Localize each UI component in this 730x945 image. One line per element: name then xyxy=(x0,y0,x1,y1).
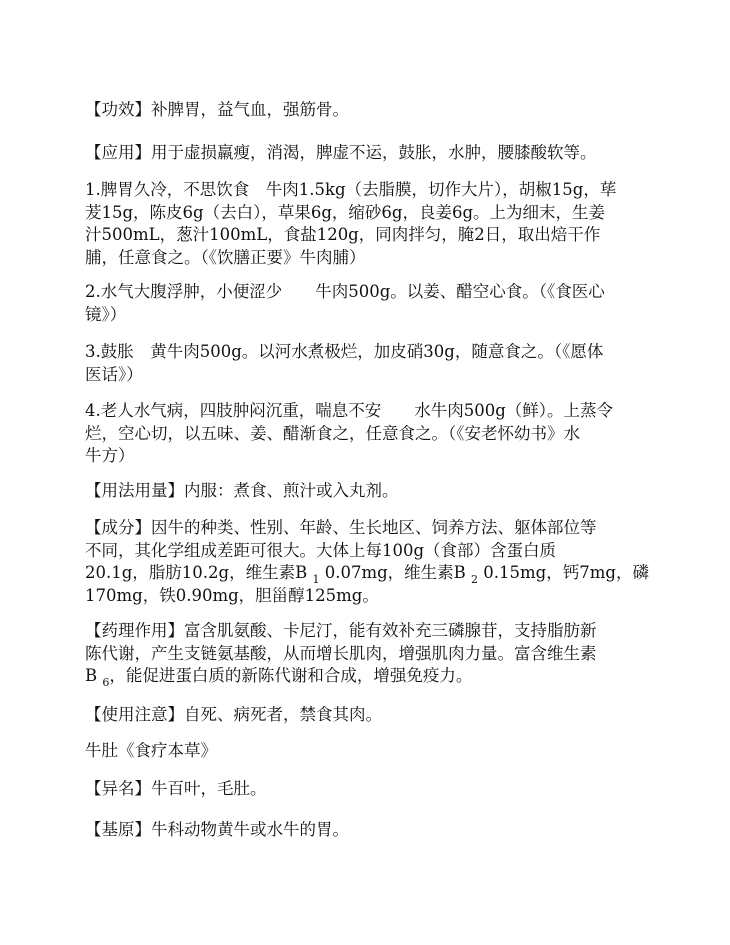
text-line: 脯，任意食之。（《饮膳正要》牛肉脯） xyxy=(85,247,366,267)
text-line: 【基原】牛科动物黄牛或水牛的胃。 xyxy=(85,820,349,839)
origin-paragraph xyxy=(85,819,685,842)
composition-paragraph xyxy=(85,517,685,607)
text-line: 医话》） xyxy=(85,364,143,384)
text-line: 4.老人水气病，四肢肿闷沉重，喘息不安 水牛肉500g（鲜）。上蒸令 xyxy=(85,401,614,420)
text-line xyxy=(85,665,685,688)
text-line: 汁500mL，葱汁100mL，食盐120g，同肉拌匀，腌2日，取出焙干作 xyxy=(85,225,601,244)
caution-paragraph xyxy=(85,704,685,727)
text-line: 牛方） xyxy=(85,446,135,465)
text-line: 【异名】牛百叶，毛肚。 xyxy=(85,779,267,798)
text-segment: B xyxy=(85,666,103,685)
subscript: 6 xyxy=(102,676,110,689)
remedy-1-paragraph xyxy=(85,179,685,269)
text-line: 【药理作用】富含肌氨酸、卡尼汀，能有效补充三磷腺苷，支持脂肪新 xyxy=(85,621,597,640)
text-line: 陈代谢，产生支链氨基酸，从而增长肌肉，增强肌肉力量。富含维生素 xyxy=(85,643,597,663)
text-line: 【用法用量】内服：煮食、煎汁或入丸剂。 xyxy=(85,481,399,500)
text-line: 【应用】用于虚损羸瘦，消渴，脾虚不运，鼓胀，水肿，腰膝酸软等。 xyxy=(85,143,597,162)
text-line xyxy=(85,562,685,585)
text-segment: 0.15mg，钙7mg，磷 xyxy=(478,563,649,582)
alias-paragraph xyxy=(85,778,685,801)
pharmacology-paragraph xyxy=(85,620,685,688)
subscript: 2 xyxy=(471,573,479,586)
text-line: 170mg，铁0.90mg，胆甾醇125mg。 xyxy=(85,585,379,605)
application-paragraph xyxy=(85,142,685,165)
text-line: 【成分】因牛的种类、性别、年龄、生长地区、饲养方法、躯体部位等 xyxy=(85,518,597,537)
text-line: 镜》） xyxy=(85,304,127,324)
text-segment: 0.07mg，维生素B xyxy=(319,563,472,582)
remedy-2-paragraph xyxy=(85,281,685,326)
text-line: 不同，其化学组成差距可很大。大体上每100g（食部）含蛋白质 xyxy=(85,540,557,560)
remedy-3-paragraph xyxy=(85,341,685,386)
subscript: 1 xyxy=(312,573,320,586)
remedy-4-paragraph xyxy=(85,400,685,468)
efficacy-paragraph xyxy=(85,99,685,122)
text-line: 烂，空心切，以五味、姜、醋渐食之，任意食之。（《安老怀幼书》水 xyxy=(85,423,580,443)
text-line: 牛肚《食疗本草》 xyxy=(85,741,217,760)
text-line: 3.鼓胀 黄牛肉500g。以河水煮极烂，加皮硝30g，随意食之。（《愿体 xyxy=(85,342,604,361)
text-line: 茇15g，陈皮6g（去白），草果6g，缩砂6g，良姜6g。上为细末，生姜 xyxy=(85,202,606,222)
text-line: 2.水气大腹浮肿，小便涩少 牛肉500g。以姜、醋空心食。（《食医心 xyxy=(85,282,605,301)
dosage-paragraph xyxy=(85,480,685,503)
text-line: 【使用注意】自死、病死者，禁食其肉。 xyxy=(85,705,382,724)
section-title xyxy=(85,740,685,763)
text-segment: 20.1g，脂肪10.2g，维生素B xyxy=(85,563,313,582)
text-line: 1.脾胃久冷，不思饮食 牛肉1.5kg（去脂膜，切作大片），胡椒15g，荜 xyxy=(85,180,617,199)
text-line: 【功效】补脾胃，益气血，强筋骨。 xyxy=(85,100,349,119)
text-segment: ，能促进蛋白质的新陈代谢和合成，增强免疫力。 xyxy=(109,666,473,685)
